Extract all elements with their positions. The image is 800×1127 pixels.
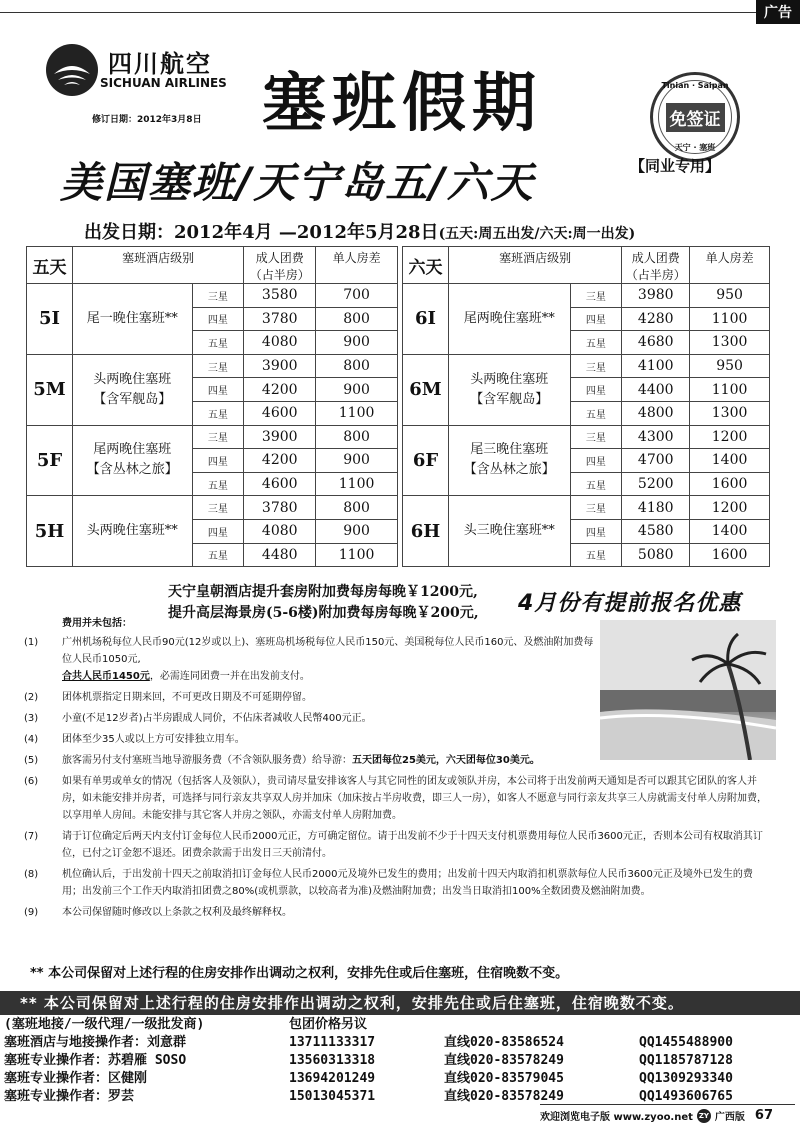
- contact-row: [4, 1034, 794, 1052]
- hotel-arrangement: [448, 354, 570, 425]
- star-level: 四星: [570, 307, 622, 331]
- footer-badge-icon: ZY: [697, 1109, 711, 1123]
- tour-code: 5I: [27, 284, 73, 355]
- term-number: (8): [24, 869, 39, 880]
- early-booking-promo: 4月份有提前报名优惠: [518, 591, 742, 616]
- six-day-price-table: [402, 246, 770, 567]
- single-supplement: 900: [316, 519, 398, 543]
- contact-qq: QQ1185787128: [639, 1053, 733, 1068]
- adult-price: 4600: [244, 401, 316, 425]
- single-supplement: 950: [690, 354, 770, 378]
- star-level: 三星: [192, 354, 244, 378]
- contact-mobile: 13711133317: [289, 1035, 376, 1050]
- footer-edition: 广西版: [714, 1112, 745, 1123]
- table-row: [27, 496, 398, 520]
- term-number: (9): [24, 907, 39, 918]
- contacts-header: [4, 1016, 794, 1034]
- ad-tag: 广告: [756, 0, 800, 24]
- arrangement-extra: 【含军舰岛】: [470, 391, 549, 407]
- star-level: 四星: [192, 378, 244, 402]
- term-number: (7): [24, 831, 39, 842]
- table-row: [403, 496, 770, 520]
- adult-price: 3900: [244, 354, 316, 378]
- six-day-body: [403, 284, 770, 567]
- contacts-block: [4, 1016, 794, 1106]
- star-level: 五星: [570, 472, 622, 496]
- contact-role-name: [4, 1088, 289, 1106]
- star-level: 三星: [570, 354, 622, 378]
- adult-price-header: 成人团费（占半房）: [244, 247, 316, 284]
- contact-qq: QQ1309293340: [639, 1071, 733, 1086]
- airline-name-en: SICHUAN AIRLINES: [100, 76, 227, 90]
- tour-subtitle: 美国塞班/天宁岛五/六天: [60, 158, 535, 207]
- arrangement-line: 尾一晚住塞班**: [86, 310, 178, 326]
- term-text: 团体机票指定日期来回，不可更改日期及不可延期停留。: [62, 692, 312, 703]
- housing-banner: ** 本公司保留对上述行程的住房安排作出调动之权利，安排先住或后住塞班，住宿晚数不变。: [0, 991, 800, 1015]
- term-text: 小童(不足12岁者)占半房跟成人同价，不佔床者减收人民幣400元正。: [62, 713, 372, 724]
- single-supplement: 1100: [316, 543, 398, 567]
- contact-row: [4, 1052, 794, 1070]
- single-supplement: 1200: [690, 496, 770, 520]
- terms-list: [24, 634, 770, 925]
- adult-price: 4200: [244, 449, 316, 473]
- star-level: 三星: [570, 284, 622, 308]
- adult-price: 4280: [622, 307, 690, 331]
- term-number: (5): [24, 755, 39, 766]
- adult-price: 4700: [622, 449, 690, 473]
- tour-code: 6I: [403, 284, 449, 355]
- single-supplement: 800: [316, 354, 398, 378]
- page-number: 67: [754, 1108, 774, 1123]
- term-text: 如果有单男或单女的情况（包括客人及领队），贵司请尽量安排该客人与其它同性的团友或领队并房，本公司将于出发前两天通知是否可以跟其它团队的客人并房，如未能安排并房者，可选择与同行亲友共享双人房并加床（加床按占半房收费，即三人一房），如客人不愿意与同行亲友共享三人房就需支付单人房附加费，以享用单人房间。未能安排与其它客人并房之领队，亦需支付单人房附加费。: [62, 776, 767, 821]
- term-text: 广州机场税每位人民币90元(12岁或以上)、塞班岛机场税每位人民币150元、美国税每位人民币160元、及燃油附加费每位人民币1050元,: [62, 637, 594, 665]
- term-item: [24, 731, 594, 748]
- contact-role: 塞班专业操作者：: [4, 1089, 109, 1104]
- star-level: 四星: [570, 519, 622, 543]
- term-item: [24, 634, 594, 685]
- single-supplement: 900: [316, 331, 398, 355]
- single-supplement: 900: [316, 378, 398, 402]
- contact-name: 罗芸: [108, 1089, 135, 1104]
- contact-qq: QQ1455488900: [639, 1035, 733, 1050]
- table-header-row: [403, 247, 770, 284]
- star-level: 五星: [192, 543, 244, 567]
- arrangement-extra: 【含丛林之旅】: [86, 462, 178, 478]
- arrangement-line: 头三晚住塞班**: [463, 523, 555, 539]
- single-supplement: 800: [316, 496, 398, 520]
- star-level: 四星: [570, 449, 622, 473]
- adult-price: 4600: [244, 472, 316, 496]
- hotel-arrangement: [448, 284, 570, 355]
- adult-price: 4100: [622, 354, 690, 378]
- table-row: [27, 284, 398, 308]
- hotel-arrangement: [72, 496, 192, 567]
- star-level: 四星: [192, 449, 244, 473]
- contact-mobile: 13560313318: [289, 1053, 376, 1068]
- star-level: 三星: [192, 284, 244, 308]
- star-level: 四星: [192, 307, 244, 331]
- hotel-level-header: 塞班酒店级别: [448, 247, 621, 284]
- star-level: 五星: [192, 331, 244, 355]
- adult-price: 4800: [622, 401, 690, 425]
- table-row: [27, 354, 398, 378]
- page-title: 塞班假期: [262, 66, 542, 141]
- adult-price: 4400: [622, 378, 690, 402]
- star-level: 五星: [192, 401, 244, 425]
- adult-price: 3780: [244, 307, 316, 331]
- hotel-arrangement: [448, 425, 570, 496]
- star-level: 三星: [570, 425, 622, 449]
- adult-price: 4200: [244, 378, 316, 402]
- peer-only-label: 【同业专用】: [630, 157, 721, 175]
- stamp-main-text: 免签证: [666, 103, 725, 132]
- single-supplement: 1200: [690, 425, 770, 449]
- star-level: 三星: [192, 496, 244, 520]
- arrangement-line: 尾两晚住塞班**: [463, 310, 555, 326]
- single-supplement: 700: [316, 284, 398, 308]
- housing-note: ** 本公司保留对上述行程的住房安排作出调动之权利，安排先住或后住塞班，住宿晚数不变。: [30, 966, 569, 981]
- arrangement-line: 头两晚住塞班: [93, 371, 172, 387]
- contact-role: 塞班专业操作者：: [4, 1071, 109, 1086]
- contact-qq: QQ1493606765: [639, 1089, 733, 1104]
- contact-mobile: 13694201249: [289, 1071, 376, 1086]
- term-number: (1): [24, 637, 39, 648]
- term-item: [24, 710, 594, 727]
- term-item: [24, 866, 770, 900]
- term-text: 本公司保留随时修改以上条款之权利及最终解释权。: [62, 907, 292, 918]
- contact-role-name: [4, 1034, 289, 1052]
- arrangement-line: 头两晚住塞班: [470, 371, 549, 387]
- days-header: 五天: [27, 247, 73, 284]
- hotel-level-header: 塞班酒店级别: [72, 247, 243, 284]
- single-supplement: 1300: [690, 331, 770, 355]
- footer-rule: [540, 1104, 795, 1105]
- fees-not-included-title: 费用并未包括：: [62, 618, 132, 629]
- tour-code: 5H: [27, 496, 73, 567]
- single-supplement: 1100: [316, 401, 398, 425]
- contact-row: [4, 1070, 794, 1088]
- term-number: (4): [24, 734, 39, 745]
- adult-price: 4180: [622, 496, 690, 520]
- single-supplement: 900: [316, 449, 398, 473]
- airline-name-cn: 四川航空: [108, 50, 212, 78]
- sichuan-airlines-logo-icon: [46, 44, 98, 96]
- table-row: [403, 354, 770, 378]
- arrangement-line: 头两晚住塞班**: [86, 523, 178, 539]
- contact-role-name: [4, 1070, 289, 1088]
- adult-price: 4580: [622, 519, 690, 543]
- tour-code: 5M: [27, 354, 73, 425]
- adult-price: 5200: [622, 472, 690, 496]
- term-item: [24, 689, 594, 706]
- surcharge-line-2: 提升高层海景房(5-6楼)附加费每房每晚￥200元,: [168, 605, 479, 621]
- contact-direct-line: 直线020-83578249: [444, 1089, 564, 1104]
- visa-free-stamp: [650, 72, 740, 162]
- term-text: 请于订位确定后两天内支付订金每位人民币2000元正，方可确定留位。请于出发前不少于十四天支付机票费用每位人民币3600元正，否则本公司有权取消其订位，已付之订金恕不退还。团费余款需于出发日三天前清付。: [62, 831, 763, 859]
- contact-name: 苏碧雁 SOSO: [108, 1053, 187, 1068]
- departure-dates: [84, 218, 635, 244]
- star-level: 五星: [570, 331, 622, 355]
- tour-code: 6M: [403, 354, 449, 425]
- tour-code: 6F: [403, 425, 449, 496]
- term-bold: 五天团每位25美元，六天团每位30美元。: [352, 755, 540, 766]
- revised-date: 修订日期：2012年3月8日: [92, 115, 202, 125]
- hotel-arrangement: [72, 354, 192, 425]
- adult-price: 5080: [622, 543, 690, 567]
- single-supplement: 1400: [690, 519, 770, 543]
- single-supplement: 800: [316, 425, 398, 449]
- hotel-surcharges: [168, 582, 479, 624]
- contact-rows: [4, 1034, 794, 1106]
- contact-direct-line: 直线020-83586524: [444, 1035, 564, 1050]
- stamp-top-text: Tinian · Saipan: [661, 81, 729, 90]
- arrangement-line: 尾两晚住塞班: [93, 442, 172, 458]
- adult-price: 3980: [622, 284, 690, 308]
- single-supplement: 1600: [690, 472, 770, 496]
- star-level: 四星: [570, 378, 622, 402]
- arrangement-extra: 【含丛林之旅】: [463, 462, 555, 478]
- tour-code: 5F: [27, 425, 73, 496]
- adult-price: 4080: [244, 331, 316, 355]
- hotel-arrangement: [72, 284, 192, 355]
- top-rule: [0, 12, 760, 13]
- days-header: 六天: [403, 247, 449, 284]
- contact-role: 塞班酒店与地接操作者：: [4, 1035, 148, 1050]
- contacts-header-left: (塞班地接/一级代理/一级批发商): [4, 1017, 205, 1032]
- adult-price: 3780: [244, 496, 316, 520]
- single-supplement: 1100: [690, 307, 770, 331]
- surcharge-line-1: 天宁皇朝酒店提升套房附加费每房每晚￥1200元,: [168, 584, 478, 600]
- contact-role: 塞班专业操作者：: [4, 1053, 109, 1068]
- term-item: [24, 828, 770, 862]
- star-level: 四星: [192, 519, 244, 543]
- single-supplement: 1300: [690, 401, 770, 425]
- contact-mobile: 15013045371: [289, 1089, 376, 1104]
- single-supplement-header: 单人房差: [316, 247, 398, 284]
- star-level: 三星: [570, 496, 622, 520]
- five-day-body: [27, 284, 398, 567]
- term-item: [24, 752, 594, 769]
- star-level: 五星: [570, 401, 622, 425]
- adult-price: 3580: [244, 284, 316, 308]
- adult-price: 4480: [244, 543, 316, 567]
- star-level: 五星: [192, 472, 244, 496]
- contact-direct-line: 直线020-83579045: [444, 1071, 564, 1086]
- adult-price: 4300: [622, 425, 690, 449]
- five-day-price-table: [26, 246, 398, 567]
- table-row: [403, 425, 770, 449]
- contact-name: 刘意群: [147, 1035, 187, 1050]
- table-row: [27, 425, 398, 449]
- term-number: (6): [24, 776, 39, 787]
- adult-price-header: 成人团费（占半房）: [622, 247, 690, 284]
- single-supplement: 1100: [316, 472, 398, 496]
- contacts-header-right: 包团价格另议: [289, 1017, 368, 1032]
- term-text: 团体至少35人或以上方可安排独立用车。: [62, 734, 245, 745]
- footer: [540, 1108, 773, 1123]
- contact-role-name: [4, 1052, 289, 1070]
- adult-price: 4680: [622, 331, 690, 355]
- hotel-arrangement: [448, 496, 570, 567]
- single-supplement: 950: [690, 284, 770, 308]
- term-text: 机位确认后，于出发前十四天之前取消扣订金每位人民币2000元及境外已发生的费用；出发前十四天内取消扣机票款每位人民币3600元正及境外已发生的费用；出发前三个工作天内取消扣团费之80%(或机票款，以较高者为准)及燃油附加费；出发当日取消扣100%全数团费及燃油附加费。: [62, 869, 753, 897]
- arrangement-extra: 【含军舰岛】: [93, 391, 172, 407]
- arrangement-line: 尾三晚住塞班: [470, 442, 549, 458]
- single-supplement-header: 单人房差: [690, 247, 770, 284]
- table-header-row: [27, 247, 398, 284]
- star-level: 五星: [570, 543, 622, 567]
- term-number: (3): [24, 713, 39, 724]
- departure-main: 出发日期：2012年4月 —2012年5月28日: [84, 222, 439, 243]
- departure-note: (五天:周五出发/六天:周一出发): [438, 226, 636, 242]
- footer-text: 欢迎浏览电子版 www.zyoo.net: [540, 1112, 693, 1123]
- term-number: (2): [24, 692, 39, 703]
- term-text: 旅客需另付支付塞班当地导游服务费（不含领队服务费）给导游：: [62, 755, 352, 766]
- table-row: [403, 284, 770, 308]
- term-total: 合共人民币1450元: [62, 671, 150, 682]
- single-supplement: 1100: [690, 378, 770, 402]
- stamp-bottom-text: 天宁 · 塞班: [674, 143, 716, 152]
- single-supplement: 1600: [690, 543, 770, 567]
- contact-direct-line: 直线020-83578249: [444, 1053, 564, 1068]
- single-supplement: 1400: [690, 449, 770, 473]
- term-tail: ，必需连同团费一并在出发前支付。: [149, 671, 310, 682]
- term-item: [24, 773, 770, 824]
- single-supplement: 800: [316, 307, 398, 331]
- contact-name: 区健刚: [108, 1071, 148, 1086]
- term-item: [24, 904, 770, 921]
- star-level: 三星: [192, 425, 244, 449]
- tour-code: 6H: [403, 496, 449, 567]
- adult-price: 4080: [244, 519, 316, 543]
- adult-price: 3900: [244, 425, 316, 449]
- hotel-arrangement: [72, 425, 192, 496]
